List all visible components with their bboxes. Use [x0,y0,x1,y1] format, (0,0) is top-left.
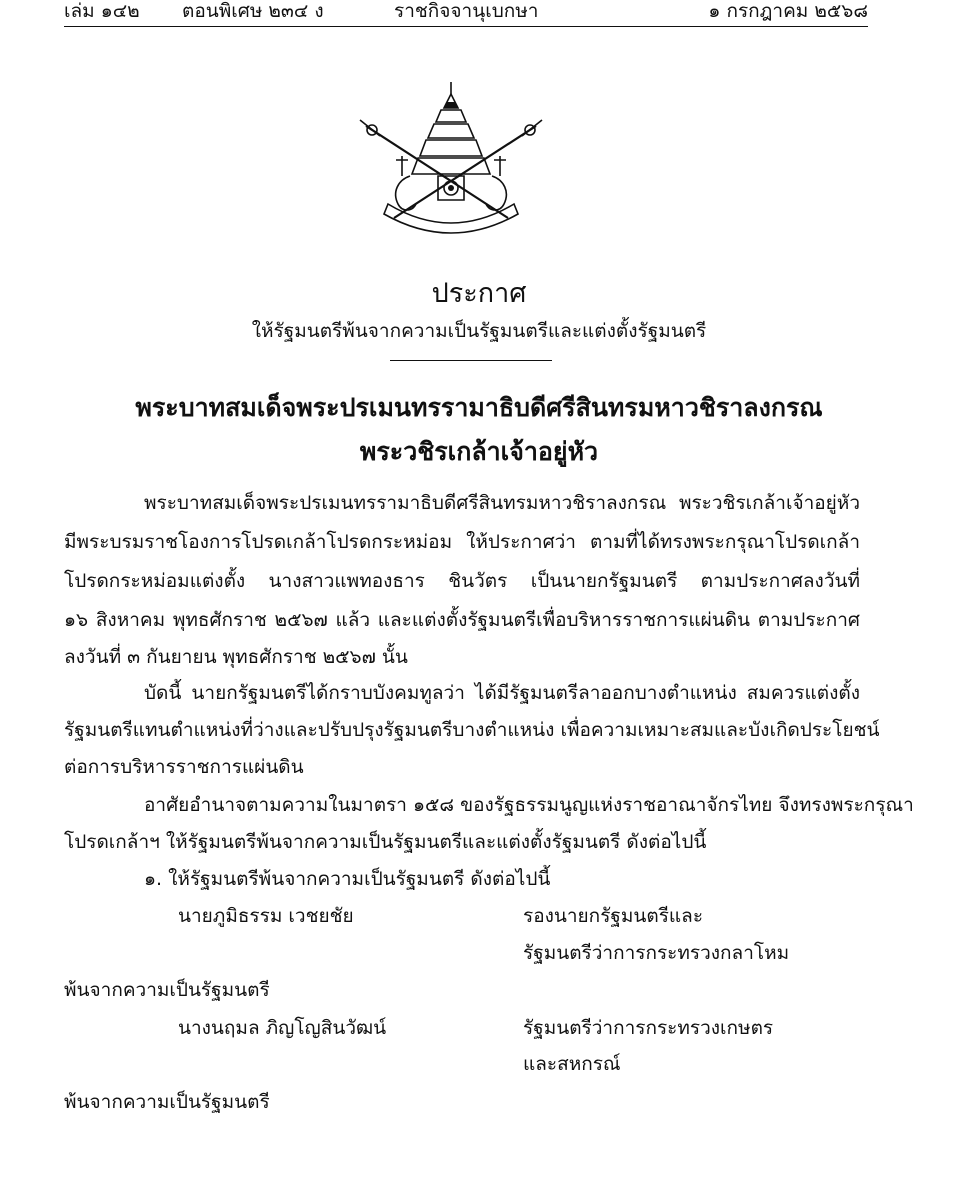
king-name-line-2: พระวชิรเกล้าเจ้าอยู่หัว [359,437,599,466]
minister-2-name: นางนฤมล ภิญโญสินวัฒน์ [178,1017,387,1039]
gazette-header [64,0,868,27]
king-name-line-1: พระบาทสมเด็จพระปรเมนทรรามาธิบดีศรีสินทรมหาวชิราลงกรณ [135,393,823,422]
paragraph-1-line-3: โปรดกระหม่อมแต่งตั้ง นางสาวแพทองธาร ชินวัตร เป็นนายกรัฐมนตรี ตามประกาศลงวันที่ [64,570,860,592]
item-1-heading: ๑. ให้รัฐมนตรีพ้นจากความเป็นรัฐมนตรี ดังต่อไปนี้ [144,868,551,890]
paragraph-2-line-3: ต่อการบริหารราชการแผ่นดิน [64,756,304,778]
minister-2-result: พ้นจากความเป็นรัฐมนตรี [64,1091,270,1113]
paragraph-2-line-1: บัดนี้ นายกรัฐมนตรีได้กราบบังคมทูลว่า ได้มีรัฐมนตรีลาออกบางตำแหน่ง สมควรแต่งตั้ง [144,682,860,704]
royal-seal-emblem-icon [358,80,544,240]
paragraph-1-line-1: พระบาทสมเด็จพระปรเมนทรรามาธิบดีศรีสินทรมหาวชิราลงกรณ พระวชิรเกล้าเจ้าอยู่หัว [144,492,860,514]
title-divider [390,360,552,361]
minister-1-position-line-1: รองนายกรัฐมนตรีและ [523,905,704,927]
minister-2-position-line-1: รัฐมนตรีว่าการกระทรวงเกษตร [523,1017,774,1039]
announcement-subtitle: ให้รัฐมนตรีพ้นจากความเป็นรัฐมนตรีและแต่งตั้งรัฐมนตรี [251,320,707,342]
header-section: ตอนพิเศษ ๒๓๔ ง [182,0,324,22]
header-gazette-name: ราชกิจจานุเบกษา [394,0,539,22]
announcement-title: ประกาศ [431,278,527,309]
minister-1-position-line-2: รัฐมนตรีว่าการกระทรวงกลาโหม [523,942,790,964]
paragraph-2-line-2: รัฐมนตรีแทนตำแหน่งที่ว่างและปรับปรุงรัฐมนตรีบางตำแหน่ง เพื่อความเหมาะสมและบังเกิดประโยชน์ [64,719,880,741]
header-volume: เล่ม ๑๔๒ [64,0,140,22]
header-date: ๑ กรกฎาคม ๒๕๖๘ [708,0,868,22]
minister-1-result: พ้นจากความเป็นรัฐมนตรี [64,979,270,1001]
paragraph-1-line-2: มีพระบรมราชโองการโปรดเกล้าโปรดกระหม่อม ให้ประกาศว่า ตามที่ได้ทรงพระกรุณาโปรดเกล้า [64,531,860,553]
paragraph-3-line-2: โปรดเกล้าฯ ให้รัฐมนตรีพ้นจากความเป็นรัฐมนตรีและแต่งตั้งรัฐมนตรี ดังต่อไปนี้ [64,831,707,853]
minister-1-name: นายภูมิธรรม เวชยชัย [178,905,354,927]
paragraph-3-line-1: อาศัยอำนาจตามความในมาตรา ๑๕๘ ของรัฐธรรมนูญแห่งราชอาณาจักรไทย จึงทรงพระกรุณา [144,794,914,816]
paragraph-1-line-5: ลงวันที่ ๓ กันยายน พุทธศักราช ๒๕๖๗ นั้น [64,646,408,668]
minister-2-position-line-2: และสหกรณ์ [523,1053,621,1075]
paragraph-1-line-4: ๑๖ สิงหาคม พุทธศักราช ๒๕๖๗ แล้ว และแต่งตั้งรัฐมนตรีเพื่อบริหารราชการแผ่นดิน ตามประกาศ [64,609,860,631]
